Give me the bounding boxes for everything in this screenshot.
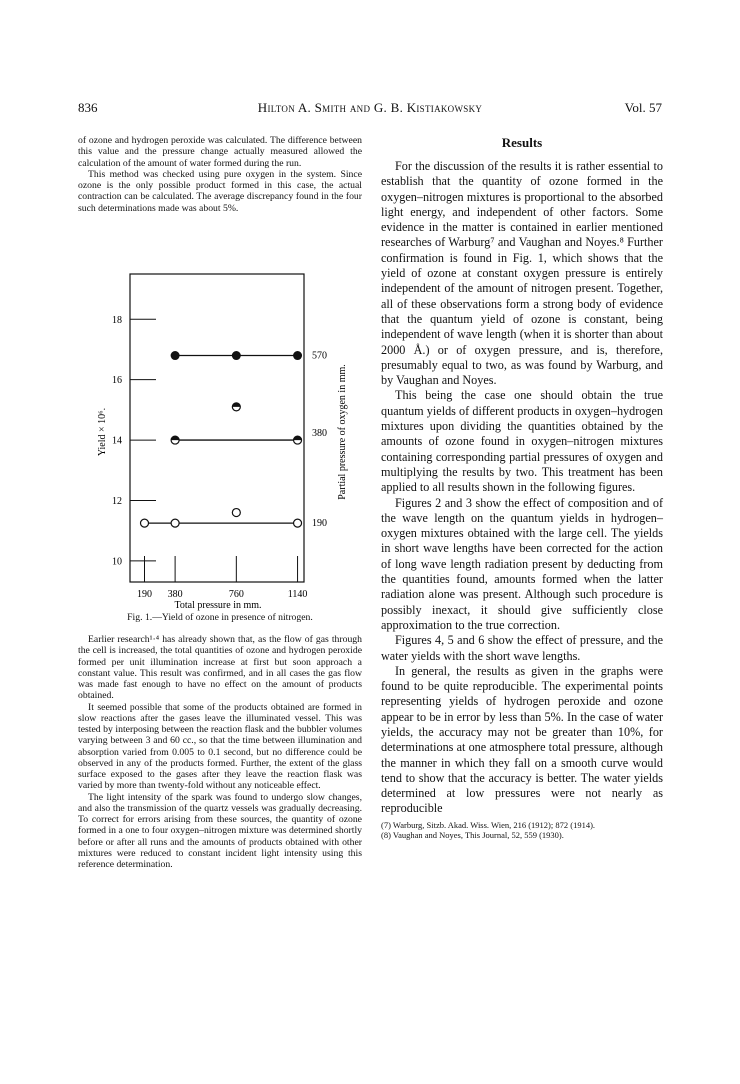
footnote: (7) Warburg, Sitzb. Akad. Wiss. Wien, 216 (1912); 872 (1914). [381, 819, 596, 830]
y-tick-label: 18 [112, 314, 122, 326]
y-tick-label: 16 [112, 375, 122, 387]
right-column [381, 135, 663, 841]
data-point [294, 519, 302, 527]
page-number: 836 [78, 100, 98, 115]
paragraph: For the discussion of the results it is rather essential to establish that the quantity of ozone formed in the oxygen–nitrogen mixtures is proportional to the absorbed light energy, and independent of other factors. Some evidence in the matter is contained in earlier mentioned researches of Warburg⁷ and Vaughan and Noyes.⁸ Further confirmation is found in Fig. 1, which shows that the yield of ozone at constant oxygen pressure is entirely independent of the amount of nitrogen present. Together, all of these observations form a strong body of evidence that the quantum yield of ozone is constant, being independent of wave length (when it is shorter than about 2000 Å.) or of oxygen pressure, and is, therefore, presumably equal to two, as was found by Warburg, and by Vaughan and Noyes. [381, 159, 663, 388]
data-point [141, 519, 149, 527]
left-column-lower [78, 634, 362, 870]
paragraph: This method was checked using pure oxygen in the system. Since ozone is the only possible product formed in this case, the actual contraction can be calculated. The average discrepancy found in the four such determinations made was about 5%. [78, 168, 362, 214]
footnote: (8) Vaughan and Noyes, This Journal, 52, 559 (1930). [381, 830, 564, 841]
figure-caption: Fig. 1.—Yield of ozone in presence of nitrogen. [127, 612, 313, 623]
series-label: 380 [312, 428, 327, 440]
paragraph: It seemed possible that some of the products obtained are formed in slow reactions after the gases leave the illuminated vessel. This was tested by interposing between the reaction flask and the bubbler volumes varying between 3 and 60 cc., so that the time between illumination and absorption varied from 0.005 to 0.1 second, but no difference could be observed in any of the products formed. Further, the extent of the glass surface exposed to the gases after they leave the reaction flask was varied by more than twenty-fold without any noticeable effect. [78, 701, 362, 792]
section-heading: Results [501, 135, 543, 150]
figure-1 [78, 262, 368, 630]
figure-1-chart [78, 262, 368, 612]
right-axis-label: Partial pressure of oxygen in mm. [337, 364, 348, 500]
y-axis-label: Yield × 10⁶. [97, 407, 108, 457]
y-tick-label: 12 [112, 495, 122, 507]
x-tick-label: 760 [228, 589, 244, 600]
data-point [294, 352, 302, 360]
plot-frame [130, 274, 304, 582]
data-point [232, 509, 240, 517]
left-column-top [78, 135, 362, 214]
series-label: 190 [312, 518, 327, 530]
page-header [78, 100, 662, 120]
series-label: 570 [312, 350, 327, 362]
paragraph: In general, the results as given in the graphs were found to be quite reproducible. The experimental points representing yields of hydrogen peroxide and ozone appear to be in error by less than 5%. In the case of water yields, the accuracy may not be greater than 10%, for determinations at one atmosphere total pressure, although the manner in which they fall on a smooth curve would tend to show that the accuracy is better. The water yields determined at low pressures were not nearly as reproducible [381, 663, 663, 816]
paragraph: of ozone and hydrogen peroxide was calculated. The difference between this value and the pressure change actually measured allowed the calculation of the amount of water formed during the run. [78, 135, 362, 169]
footnotes [381, 820, 663, 841]
x-axis-label: Total pressure in mm. [174, 600, 262, 611]
paragraph: This being the case one should obtain the true quantum yields of different products in oxygen–hydrogen mixtures upon dividing the quantities obtained by the amounts of ozone found in oxygen–nitrogen mixtures containing corresponding partial pressures of oxygen and multiplying the results by two. This treatment has been applied to all results shown in the following figures. [381, 388, 663, 495]
data-point [171, 519, 179, 527]
paragraph: Earlier research¹·⁴ has already shown that, as the flow of gas through the cell is increased, the total quantities of ozone and hydrogen peroxide formed per unit illumination increase at first but soon approach a constant value. This result was confirmed, and in all cases the gas flow was made fast enough to have no effect on the amount of products obtained. [78, 634, 362, 702]
paragraph: The light intensity of the spark was found to undergo slow changes, and also the transmission of the quartz vessels was gradually decreasing. To correct for errors arising from these sources, the quantity of ozone formed in a one to four oxygen–nitrogen mixture was determined shortly before or after all runs and the amounts of products obtained with other mixtures were reduced to constant incident light intensity using this reference determination. [78, 791, 362, 870]
volume-label: Vol. 57 [624, 100, 662, 115]
paragraph: Figures 2 and 3 show the effect of composition and of the wave length on the quantum yields in hydrogen–oxygen mixtures obtained with the large cell. The yields in short wave lengths have been corrected for the action of long wave length radiation present by deducting from the quantities found, amounts formed when the latter radiation alone was present. Although such procedure is possibly inexact, it should give sufficiently close approximation to the true correction. [381, 495, 663, 632]
x-tick-label: 1140 [287, 589, 308, 600]
y-tick-label: 14 [112, 435, 122, 447]
x-tick-label: 380 [167, 589, 183, 600]
paragraph: Figures 4, 5 and 6 show the effect of pressure, and the water yields with the short wave lengths. [381, 633, 663, 663]
running-head-authors: Hilton A. Smith and G. B. Kistiakowsky [257, 100, 483, 115]
data-point [232, 352, 240, 360]
y-tick-label: 10 [112, 556, 122, 568]
x-tick-label: 190 [137, 589, 152, 600]
data-point [171, 352, 179, 360]
